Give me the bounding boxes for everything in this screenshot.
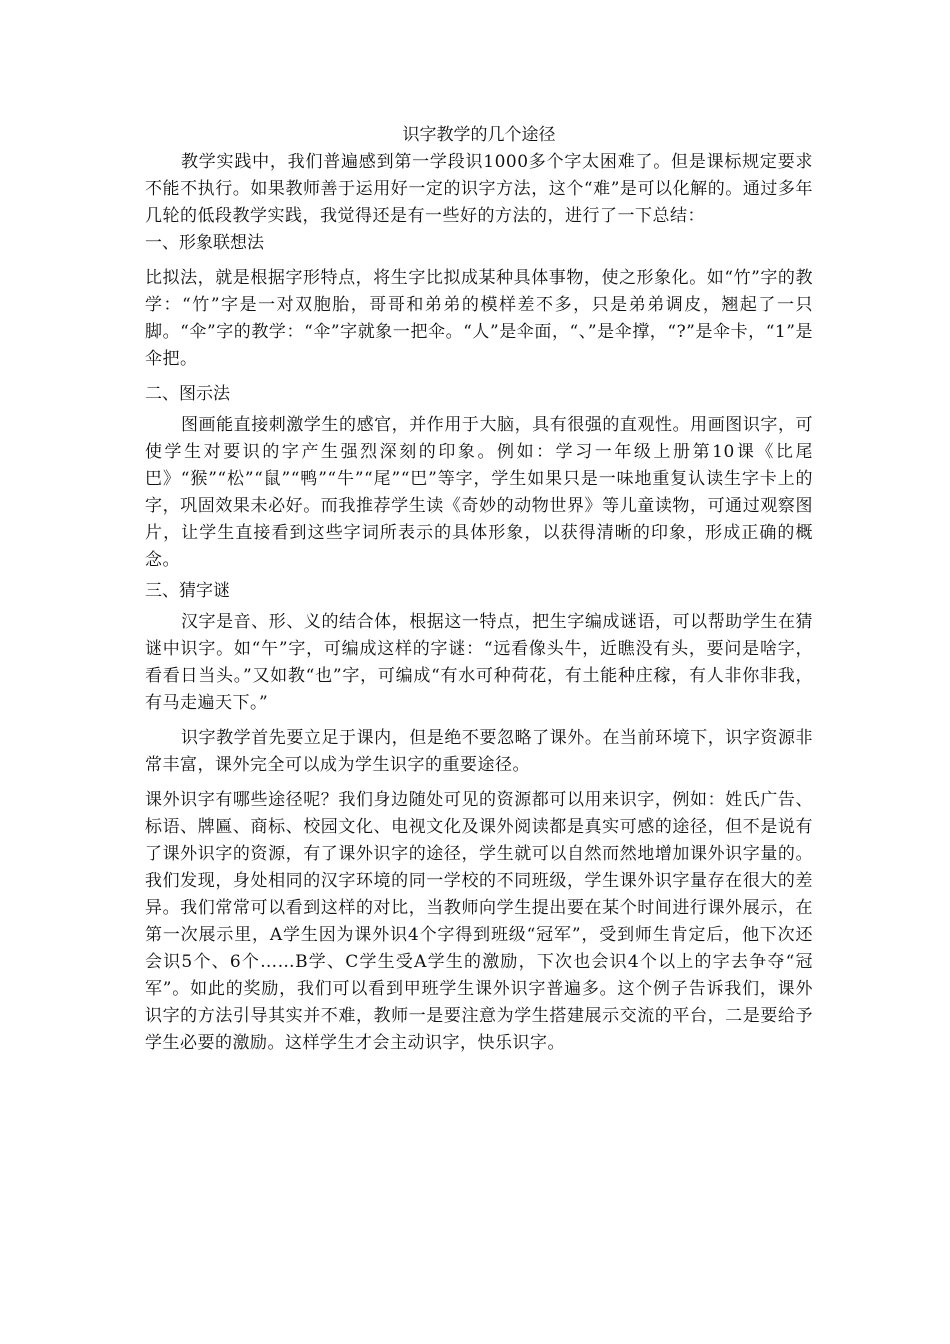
extra-paragraph-2: 课外识字有哪些途径呢？我们身边随处可见的资源都可以用来识字，例如：姓氏广告、标语、牌匾、商标、校园文化、电视文化及课外阅读都是真实可感的途径，但不是说有了课外识字的资源，有了课外识字的途径，学生就可以自然而然地增加课外识字量的。我们发现，身处相同的汉字环境的同一学校的不同班级，学生课外识字量存在很大的差异。我们常常可以看到这样的对比，当教师向学生提出要在某个时间进行课外展示，在第一次展示里，A学生因为课外识4个字得到班级“冠军”，受到师生肯定后，他下次还会识5个、6个……B学、C学生受A学生的激励，下次也会识4个以上的字去争夺“冠军”。如此的奖励，我们可以看到甲班学生课外识字普遍多。这个例子告诉我们，课外识字的方法引导其实并不难，教师一是要注意为学生搭建展示交流的平台，二是要给予学生必要的激励。这样学生才会主动识字，快乐识字。 bbox=[145, 790, 813, 1053]
intro-paragraph: 教学实践中，我们普遍感到第一学段识1000多个字太困难了。但是课标规定要求不能不执行。如果教师善于运用好一定的识字方法，这个“难”是可以化解的。通过多年几轮的低段教学实践，我觉得还是有一些好的方法的，进行了一下总结： bbox=[145, 152, 813, 226]
document-page bbox=[145, 123, 813, 1057]
section-2-heading: 二、图示法 bbox=[145, 384, 230, 404]
section-3-body: 汉字是音、形、义的结合体，根据这一特点，把生字编成谜语，可以帮助学生在猜谜中识字。如“午”字，可编成这样的字谜：“远看像头牛，近瞧没有头，要问是啥字，看看日当头。”又如教“也”字，可编成“有水可种荷花，有土能种庄稼，有人非你非我，有马走遍天下。” bbox=[145, 612, 813, 713]
extra-paragraph-1: 识字教学首先要立足于课内，但是绝不要忽略了课外。在当前环境下，识字资源非常丰富，课外完全可以成为学生识字的重要途径。 bbox=[145, 728, 813, 775]
section-3-heading: 三、猜字谜 bbox=[145, 581, 230, 601]
section-2-body: 图画能直接刺激学生的感官，并作用于大脑，具有很强的直观性。用画图识字，可使学生对要识的字产生强烈深刻的印象。例如：学习一年级上册第10课《比尾巴》“猴”“松”“鼠”“鸭”“牛”“尾”“巴”等字，学生如果只是一味地重复认读生字卡上的字，巩固效果未必好。而我推荐学生读《奇妙的动物世界》等儿童读物，可通过观察图片，让学生直接看到这些字词所表示的具体形象，以获得清晰的印象，形成正确的概念。 bbox=[145, 415, 813, 570]
section-1-body: 比拟法，就是根据字形特点，将生字比拟成某种具体事物，使之形象化。如“竹”字的教学：“竹”字是一对双胞胎，哥哥和弟弟的模样差不多，只是弟弟调皮，翘起了一只脚。“伞”字的教学：“伞”字就象一把伞。“人”是伞面，“、”是伞撑，“?”是伞卡，“1”是伞把。 bbox=[145, 268, 813, 369]
document-title: 识字教学的几个途径 bbox=[402, 125, 556, 145]
section-1-heading: 一、形象联想法 bbox=[145, 233, 264, 253]
